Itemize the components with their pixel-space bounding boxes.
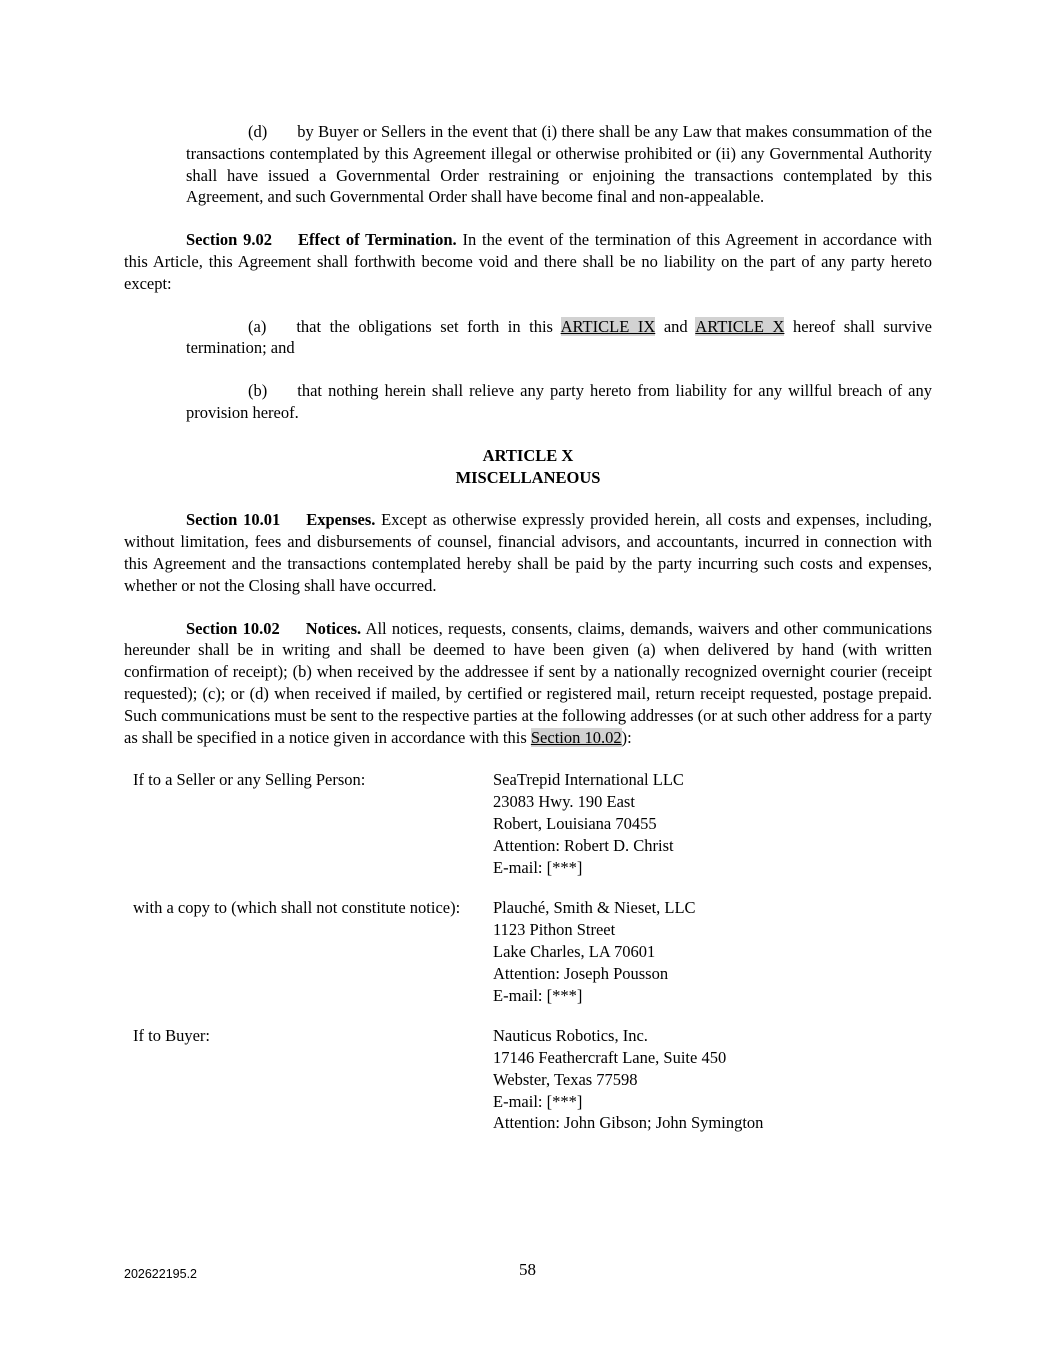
notice-address-copy: [493, 897, 696, 1006]
notice-row-seller: [133, 769, 932, 878]
section-10-02-tail: ):: [621, 727, 632, 747]
address-line: Attention: Robert D. Christ: [493, 835, 674, 855]
paragraph-b-text: that nothing herein shall relieve any party hereto from liability for any willful breach of any provision hereof.: [186, 381, 932, 422]
section-10-01: [124, 509, 932, 596]
address-line: E-mail: [***]: [493, 985, 583, 1005]
paragraph-a-marker: (a): [248, 316, 267, 336]
section-10-02-number: Section 10.02: [186, 618, 280, 638]
paragraph-a-mid: and: [655, 316, 696, 336]
notice-address-seller: [493, 769, 684, 878]
address-line: Plauché, Smith & Nieset, LLC: [493, 898, 696, 918]
section-10-02-title: Notices.: [305, 618, 362, 638]
section-9-02: [124, 229, 932, 294]
cross-reference-section-10-02[interactable]: Section 10.02: [530, 727, 622, 747]
footer-document-id: 202622195.2: [124, 1267, 197, 1281]
address-line: 23083 Hwy. 190 East: [493, 792, 635, 812]
section-10-01-title: Expenses.: [306, 510, 376, 530]
document-body: [124, 121, 932, 1153]
address-line: 17146 Feathercraft Lane, Suite 450: [493, 1048, 727, 1068]
notice-row-copy: [133, 897, 932, 1006]
address-line: Attention: John Gibson; John Symington: [493, 1113, 764, 1133]
cross-reference-article-x[interactable]: ARTICLE X: [695, 316, 785, 336]
address-line: Attention: Joseph Pousson: [493, 963, 669, 983]
paragraph-d: [186, 121, 932, 208]
notice-address-buyer: [493, 1025, 763, 1134]
address-line: E-mail: [***]: [493, 1091, 583, 1111]
cross-reference-article-ix[interactable]: ARTICLE IX: [560, 316, 656, 336]
article-x-heading: [124, 445, 932, 489]
address-line: Webster, Texas 77598: [493, 1069, 638, 1089]
notice-row-buyer: [133, 1025, 932, 1134]
address-line: SeaTrepid International LLC: [493, 770, 684, 790]
notice-label-buyer: If to Buyer:: [133, 1026, 210, 1046]
paragraph-b: [186, 380, 932, 424]
address-line: E-mail: [***]: [493, 857, 583, 877]
section-9-02-title: Effect of Termination.: [298, 230, 457, 250]
paragraph-a-lead: that the obligations set forth in this: [296, 316, 561, 336]
paragraph-a-tail: hereof shall survive termination; and: [186, 316, 932, 358]
section-10-01-body: Except as otherwise expressly provided herein, all costs and expenses, including, without limitation, fees and disbursements of counsel, financial advisors, and accountants, incurred in connection with this Agreement and the transactions contemplated hereby shall be paid by the party incurring such costs and expenses, whether or not the Closing shall have occurred.: [124, 510, 932, 595]
address-line: Lake Charles, LA 70601: [493, 941, 656, 961]
article-x-heading-line2: MISCELLANEOUS: [455, 467, 601, 487]
notice-label-seller: If to a Seller or any Selling Person:: [133, 770, 366, 790]
paragraph-d-marker: (d): [248, 122, 268, 141]
section-10-02-body: All notices, requests, consents, claims, demands, waivers and other communications hereunder shall be in writing and shall be deemed to have been given (a) when delivered by hand (with written confirmation of receipt); (b) when received by the addressee if sent by a nationally recognized overnight courier (receipt requested); (c); or (d) when received if mailed, by certified or registered mail, return receipt requested, postage prepaid. Such communications must be sent to the respective parties at the following addresses (or at such other address for a party as shall be specified in a notice given in accordance with this: [124, 618, 932, 747]
footer-page-number: 58: [519, 1260, 536, 1279]
paragraph-d-text: by Buyer or Sellers in the event that (i) there shall be any Law that makes consummation of the transactions contemplated by this Agreement illegal or otherwise prohibited or (ii) any Governmental Authority shall have issued a Governmental Order restraining or enjoining the transactions contemplated by this Agreement, and such Governmental Order shall have become final and non-appealable.: [186, 122, 932, 207]
section-9-02-body: In the event of the termination of this Agreement in accordance with this Article, this Agreement shall forthwith become void and there shall be no liability on the part of any party hereto except:: [124, 230, 932, 293]
address-line: Nauticus Robotics, Inc.: [493, 1026, 648, 1046]
paragraph-b-marker: (b): [248, 381, 268, 401]
address-line: 1123 Pithon Street: [493, 920, 616, 940]
notice-label-copy: with a copy to (which shall not constitute notice):: [133, 898, 461, 918]
section-10-02: [124, 618, 932, 749]
section-9-02-number: Section 9.02: [186, 230, 272, 250]
section-10-01-number: Section 10.01: [186, 510, 281, 530]
address-line: Robert, Louisiana 70455: [493, 813, 657, 833]
paragraph-a: [186, 316, 932, 360]
article-x-heading-line1: ARTICLE X: [482, 445, 574, 465]
notice-address-table: [133, 769, 932, 1134]
